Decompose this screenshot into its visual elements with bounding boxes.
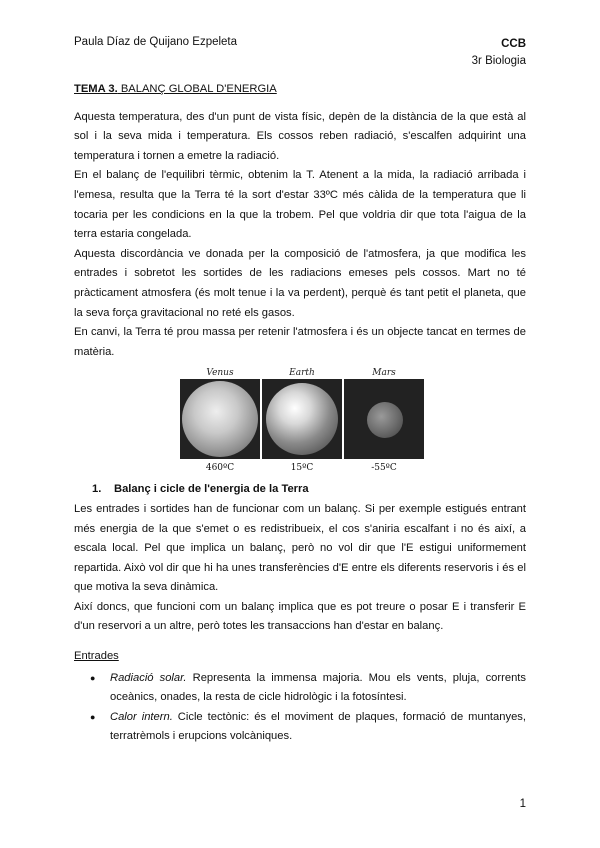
mars-panel — [344, 379, 424, 459]
header-author: Paula Díaz de Quijano Ezpeleta — [74, 36, 238, 48]
section-title: Balanç i cicle de l'energia de la Terra — [114, 483, 309, 496]
paragraph: Les entrades i sortides han de funcionar com un balanç. Si per exemple estigués entrant més energia de la que s'emet o es redistribueix, el cos s'aniria escalfant i no és així, a escala local. Pel que implica un balanç, però no vol dir que l'E estigui uniformement repartida. Això vol dir que hi ha unes transferències d'E entre els diferents reservoris i és el que motiva la seva dinàmica. — [74, 502, 526, 594]
mars-image — [367, 402, 403, 438]
venus-image — [182, 381, 258, 457]
earth-label: Earth — [289, 368, 315, 379]
mars-temp: -55ºC — [371, 463, 397, 474]
header-course-code: CCB — [501, 38, 526, 50]
subheading-entrades: Entrades — [74, 650, 119, 663]
venus-label: Venus — [206, 368, 234, 379]
title-text: BALANÇ GLOBAL D'ENERGIA — [117, 83, 277, 95]
earth-temp: 15ºC — [290, 463, 314, 474]
title-prefix: TEMA 3. — [74, 83, 118, 95]
list-item-text: Representa la immensa majoria. Mou els vents, pluja, corrents oceànics, onades, la resta de cicle hidrològic i la fotosíntesi. — [110, 671, 526, 704]
page-title — [74, 80, 526, 100]
venus-panel — [180, 379, 260, 459]
page-number: 1 — [519, 798, 526, 810]
header-course — [472, 36, 526, 70]
paragraph: Així doncs, que funcioni com un balanç implica que es pot treure o posar E i transferir E d'un reservori a un altre, però totes les transaccions han d'estar en balanç. — [74, 600, 526, 633]
earth-image — [266, 383, 338, 455]
earth-panel — [262, 379, 342, 459]
header-course-level: 3r Biologia — [471, 55, 526, 67]
paragraph: Aquesta temperatura, des d'un punt de vista físic, depèn de la distància de la que està al sol i la seva mida i temperatura. Els cossos reben radiació, s'escalfen adquirint una temperatura i tornen a emetre la radiació. — [74, 110, 526, 162]
paragraph: En canvi, la Terra té prou massa per retenir l'atmosfera i és un objecte tancat en termes de matèria. — [74, 326, 526, 358]
list-item — [110, 708, 526, 747]
main-content — [74, 80, 526, 747]
planets-figure — [180, 364, 424, 472]
mars-label: Mars — [372, 368, 396, 379]
list-item — [110, 669, 526, 708]
section-heading — [92, 480, 526, 500]
venus-temp: 460ºC — [205, 463, 235, 474]
entrades-list — [74, 669, 526, 747]
section-number: 1. — [92, 483, 102, 496]
paragraph: Aquesta discordància ve donada per la composició de l'atmosfera, ja que modifica les entrades i sobretot les sortides de les radiacions emeses pels cossos. Mart no té pràcticament atmosfera (és molt tenue i la va perdent), perquè és tant petit el planeta, que la seva força gravitacional no reté els gasos. — [74, 247, 526, 319]
list-item-term: Radiació solar. — [110, 671, 187, 684]
list-item-term: Calor intern. — [110, 710, 173, 723]
paragraph: En el balanç de l'equilibri tèrmic, obtenim la T. Atenent a la mida, la radiació arribada i l'emesa, resulta que la Terra té la sort d'estar 33ºC més càlida de la temperatura que li tocaria per les condicions en la que la trobem. Pel que voldria dir que tota l'aigua de la terra estaria congelada. — [74, 169, 526, 241]
list-item-text: Cicle tectònic: és el moviment de plaques, formació de muntanyes, terratrèmols i erupcions volcàniques. — [110, 710, 527, 743]
